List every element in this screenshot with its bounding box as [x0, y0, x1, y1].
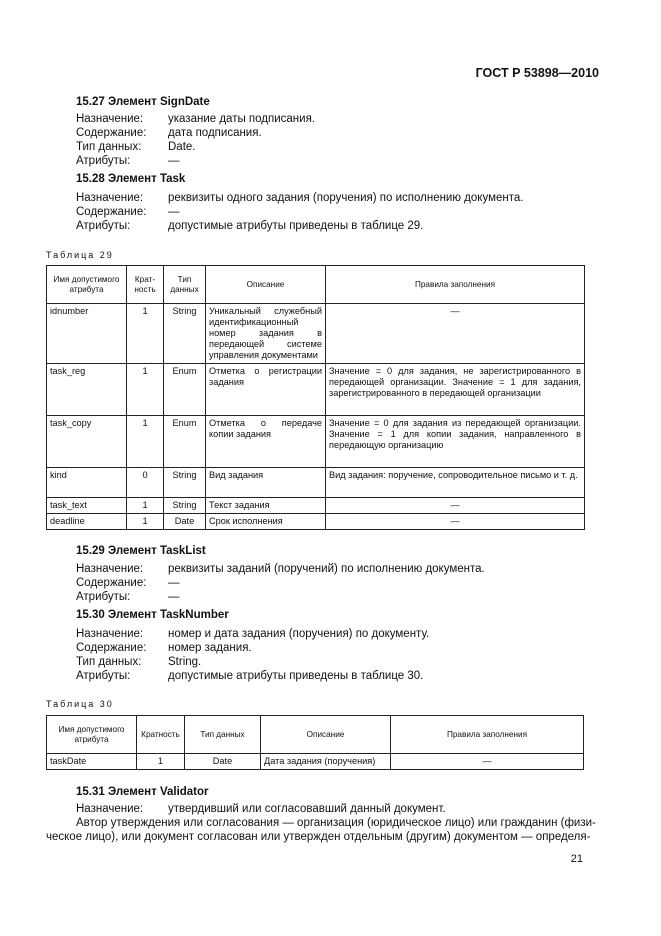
cell-type: Enum: [164, 416, 206, 468]
field-label: Атрибуты:: [76, 591, 131, 603]
field-label: Назначение:: [76, 803, 144, 815]
cell-description: Дата задания (поручения): [261, 754, 391, 770]
field-row: [76, 562, 596, 576]
cell-name: deadline: [47, 514, 127, 530]
cell-rule: —: [391, 754, 584, 770]
table-row: [47, 304, 585, 364]
cell-type: Date: [164, 514, 206, 530]
cell-type: String: [164, 468, 206, 498]
cell-rule: Вид задания: поручение, сопроводительное письмо и т. д.: [326, 468, 585, 498]
field-row: [76, 627, 596, 641]
field-row: [76, 205, 596, 219]
field-value: —: [168, 155, 180, 167]
field-row: [76, 576, 596, 590]
field-row: [76, 802, 596, 816]
cell-rule: Значение = 0 для задания из передающей организации. Значение = 1 для копии задания, направленного в передающую организацию: [326, 416, 585, 468]
field-value: допустимые атрибуты приведены в таблице 29.: [168, 220, 424, 232]
column-header: Описание: [206, 266, 326, 304]
field-label: Назначение:: [76, 113, 144, 125]
section-title-15-31: 15.31 Элемент Validator: [76, 786, 209, 798]
cell-type: Enum: [164, 364, 206, 416]
field-row: [76, 126, 596, 140]
table-row: [47, 514, 585, 530]
field-label: Назначение:: [76, 563, 144, 575]
field-row: [76, 140, 596, 154]
field-value: утвердивший или согласовавший данный документ.: [168, 803, 446, 815]
cell-rule: —: [326, 514, 585, 530]
cell-type: Date: [185, 754, 261, 770]
table-29: [46, 265, 585, 530]
cell-rule: Значение = 0 для задания, не зарегистрированного в передающей организации. Значение = 1 для задания, зарегистрированного в передающей организации: [326, 364, 585, 416]
cell-name: task_reg: [47, 364, 127, 416]
standard-number: ГОСТ Р 53898—2010: [475, 66, 599, 80]
cell-rule: —: [326, 304, 585, 364]
field-label: Атрибуты:: [76, 670, 131, 682]
cell-name: kind: [47, 468, 127, 498]
column-header: Правила заполнения: [391, 716, 584, 754]
field-label: Содержание:: [76, 577, 147, 589]
field-value: Date.: [168, 141, 196, 153]
field-row: [76, 641, 596, 655]
field-value: —: [168, 206, 180, 218]
cell-description: Вид задания: [206, 468, 326, 498]
table-row: [47, 498, 585, 514]
cell-name: task_copy: [47, 416, 127, 468]
field-value: реквизиты заданий (поручений) по исполнению документа.: [168, 563, 485, 575]
field-value: —: [168, 577, 180, 589]
cell-multiplicity: 1: [127, 514, 164, 530]
table-29-caption: Таблица 29: [46, 250, 114, 260]
field-row: [76, 191, 596, 205]
cell-multiplicity: 1: [127, 364, 164, 416]
cell-name: taskDate: [47, 754, 137, 770]
column-header: Кратность: [137, 716, 185, 754]
section-title-15-29: 15.29 Элемент TaskList: [76, 545, 206, 557]
cell-type: String: [164, 304, 206, 364]
table-30: [46, 715, 584, 770]
cell-description: Срок исполнения: [206, 514, 326, 530]
field-label: Атрибуты:: [76, 220, 131, 232]
field-value: String.: [168, 656, 202, 668]
page-number: 21: [570, 853, 583, 865]
field-label: Содержание:: [76, 206, 147, 218]
field-label: Содержание:: [76, 127, 147, 139]
column-header: Имя допустимого атрибута: [47, 716, 137, 754]
table-row: [47, 364, 585, 416]
field-label: Тип данных:: [76, 656, 142, 668]
cell-multiplicity: 0: [127, 468, 164, 498]
table-header-row: [47, 716, 584, 754]
cell-description: Уникальный служебный идентификационный номер задания в передающей системе управления документами: [206, 304, 326, 364]
cell-multiplicity: 1: [127, 416, 164, 468]
field-value: реквизиты одного задания (поручения) по исполнению документа.: [168, 192, 524, 204]
field-value: номер задания.: [168, 642, 252, 654]
cell-description: Отметка о передаче копии задания: [206, 416, 326, 468]
table-header-row: [47, 266, 585, 304]
field-value: номер и дата задания (поручения) по документу.: [168, 628, 430, 640]
paragraph-line: ческое лицо), или документ согласован или утвержден отдельным (другим) документом — определя-: [46, 831, 591, 843]
field-label: Тип данных:: [76, 141, 142, 153]
cell-multiplicity: 1: [127, 304, 164, 364]
column-header: Имя допустимого атрибута: [47, 266, 127, 304]
field-value: —: [168, 591, 180, 603]
field-value: допустимые атрибуты приведены в таблице 30.: [168, 670, 424, 682]
cell-rule: —: [326, 498, 585, 514]
column-header: Описание: [261, 716, 391, 754]
column-header: Крат-ность: [127, 266, 164, 304]
column-header: Правила заполнения: [326, 266, 585, 304]
field-row: [76, 112, 596, 126]
field-label: Содержание:: [76, 642, 147, 654]
paragraph-line: Автор утверждения или согласования — организация (юридическое лицо) или гражданин (физи-: [76, 817, 596, 829]
cell-type: String: [164, 498, 206, 514]
table-row: [47, 416, 585, 468]
field-row: [76, 154, 596, 168]
column-header: Тип данных: [164, 266, 206, 304]
table-row: [47, 754, 584, 770]
cell-description: Отметка о регистрации задания: [206, 364, 326, 416]
field-label: Назначение:: [76, 628, 144, 640]
section-title-15-28: 15.28 Элемент Task: [76, 173, 186, 185]
field-row: [76, 655, 596, 669]
table-30-caption: Таблица 30: [46, 699, 114, 709]
field-row: [76, 219, 596, 233]
cell-multiplicity: 1: [127, 498, 164, 514]
column-header: Тип данных: [185, 716, 261, 754]
cell-description: Текст задания: [206, 498, 326, 514]
field-row: [76, 590, 596, 604]
cell-name: task_text: [47, 498, 127, 514]
field-value: указание даты подписания.: [168, 113, 315, 125]
cell-multiplicity: 1: [137, 754, 185, 770]
field-label: Назначение:: [76, 192, 144, 204]
section-title-15-30: 15.30 Элемент TaskNumber: [76, 609, 229, 621]
field-row: [76, 669, 596, 683]
cell-name: idnumber: [47, 304, 127, 364]
field-value: дата подписания.: [168, 127, 262, 139]
section-title-15-27: 15.27 Элемент SignDate: [76, 96, 210, 108]
table-row: [47, 468, 585, 498]
field-label: Атрибуты:: [76, 155, 131, 167]
